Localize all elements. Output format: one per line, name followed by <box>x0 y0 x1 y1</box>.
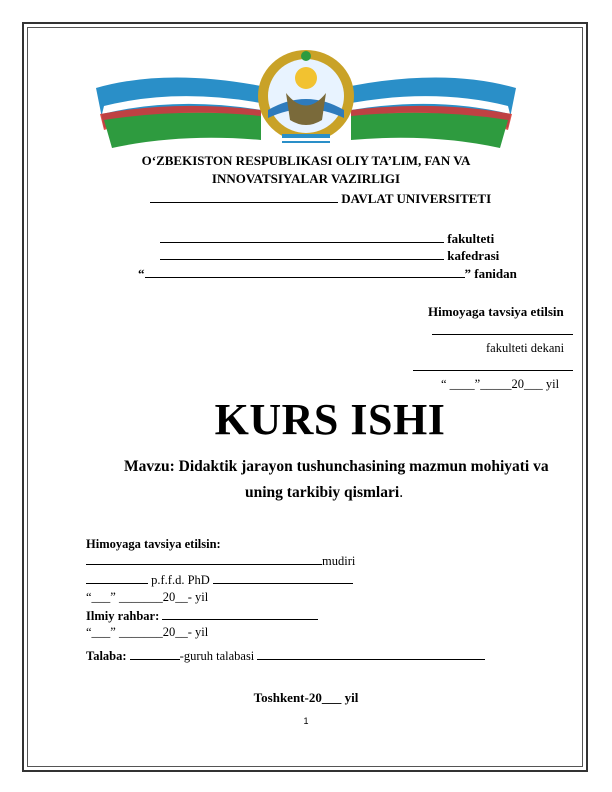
degree-name-blank[interactable] <box>86 572 148 584</box>
degree-text: p.f.f.d. PhD <box>151 573 210 587</box>
dean-name-blank[interactable] <box>413 358 573 376</box>
approval-left-heading: Himoyaga tavsiya etilsin: <box>86 537 221 551</box>
faculty-name-blank[interactable] <box>160 231 444 243</box>
document-title: KURS ISHI <box>214 395 446 444</box>
department-head-suffix: mudiri <box>322 554 356 568</box>
group-text: -guruh talabasi <box>179 649 255 663</box>
student-line <box>86 648 485 664</box>
topic-line-1: Mavzu: Didaktik jarayon tushunchasining mazmun mohiyati va <box>124 458 549 475</box>
topic-period: . <box>399 484 404 501</box>
approval-right-heading: Himoyaga tavsiya etilsin <box>428 304 564 319</box>
ministry-line-2: INNOVATSIYALAR VAZIRLIGI <box>211 171 401 186</box>
topic-line-2-text: uning tarkibiy qismlari <box>245 484 400 501</box>
faculty-suffix: fakulteti <box>447 231 495 246</box>
department-name-blank[interactable] <box>160 248 444 260</box>
department-line <box>160 248 499 264</box>
topic-line-2 <box>245 484 403 502</box>
subject-suffix: ” fanidan <box>464 266 517 281</box>
student-name-blank[interactable] <box>257 648 485 660</box>
department-suffix: kafedrasi <box>447 248 500 263</box>
approval-left-date-2[interactable]: “___” _______20__- yil <box>86 625 209 639</box>
subject-open-quote: “ <box>138 266 145 281</box>
state-emblem-icon <box>86 48 526 148</box>
page-number: 1 <box>303 716 309 726</box>
approval-right-date[interactable]: “ ____”_____20___ yil <box>441 377 560 391</box>
degree-signature-blank[interactable] <box>213 572 353 584</box>
degree-line <box>86 572 353 588</box>
ministry-line-1: O‘ZBEKISTON RESPUBLIKASI OLIY TA’LIM, FAN VA <box>141 153 471 168</box>
university-line <box>150 191 491 207</box>
university-name-blank[interactable] <box>150 191 338 203</box>
dean-label: fakulteti dekani <box>486 341 565 355</box>
university-suffix: DAVLAT UNIVERSITETI <box>341 191 492 206</box>
group-number-blank[interactable] <box>130 648 180 660</box>
approval-left-date-1[interactable]: “___” _______20__- yil <box>86 590 209 604</box>
subject-line <box>138 266 517 282</box>
student-label: Talaba: <box>86 649 127 663</box>
supervisor-line <box>86 608 318 624</box>
subject-name-blank[interactable] <box>145 266 465 278</box>
city-year: Toshkent-20___ yil <box>253 690 359 705</box>
department-head-line <box>86 553 355 569</box>
supervisor-label: Ilmiy rahbar: <box>86 609 160 623</box>
dean-signature-blank[interactable] <box>432 322 573 340</box>
department-head-blank[interactable] <box>86 553 322 565</box>
faculty-line <box>160 231 494 247</box>
supervisor-name-blank[interactable] <box>162 608 318 620</box>
